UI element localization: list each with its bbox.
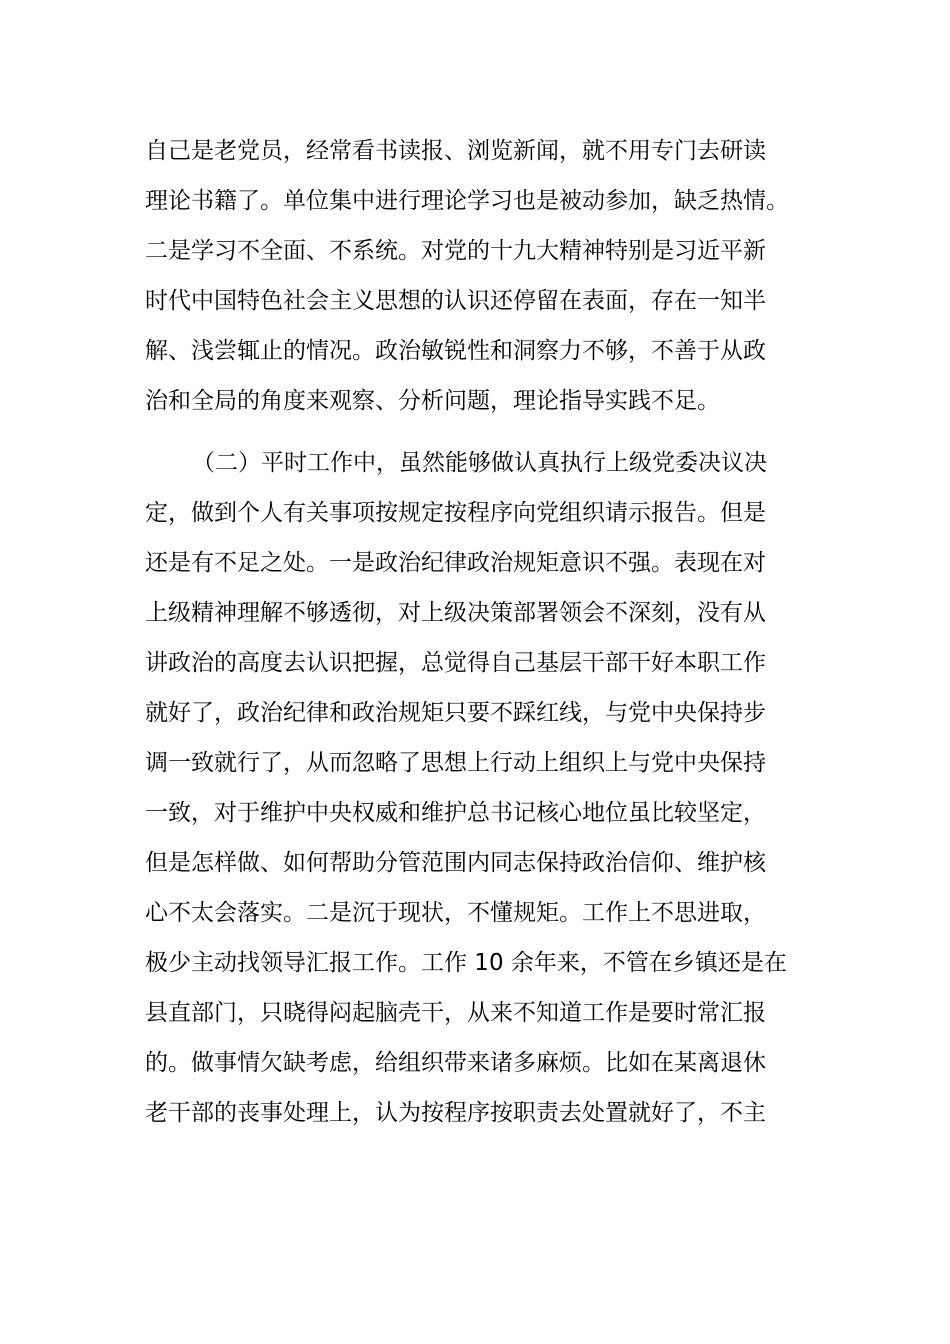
text-line: 老干部的丧事处理上，认为按程序按职责去处置就好了，不主 xyxy=(145,1100,766,1126)
paragraph-1 xyxy=(145,126,825,426)
text-line: 调一致就行了，从而忽略了思想上行动上组织上与党中央保持 xyxy=(145,750,766,776)
text-line: 极少主动找领导汇报工作。工作 10 余年来，不管在乡镇还是在 xyxy=(145,950,787,976)
text-line: 理论书籍了。单位集中进行理论学习也是被动参加，缺乏热情。 xyxy=(145,188,789,214)
text-line: 解、浅尝辄止的情况。政治敏锐性和洞察力不够，不善于从政 xyxy=(145,338,766,364)
text-line: 还是有不足之处。一是政治纪律政治规矩意识不强。表现在对 xyxy=(145,550,766,576)
text-line-indented: （二）平时工作中，虽然能够做认真执行上级党委决议决 xyxy=(192,450,767,476)
text-line: 定，做到个人有关事项按规定按程序向党组织请示报告。但是 xyxy=(145,500,766,526)
text-line: 一致，对于维护中央权威和维护总书记核心地位虽比较坚定， xyxy=(145,800,766,826)
text-line: 的。做事情欠缺考虑，给组织带来诸多麻烦。比如在某离退休 xyxy=(145,1050,766,1076)
text-line: 二是学习不全面、不系统。对党的十九大精神特别是习近平新 xyxy=(145,238,766,264)
text-line: 上级精神理解不够透彻，对上级决策部署领会不深刻，没有从 xyxy=(145,600,766,626)
text-line: 时代中国特色社会主义思想的认识还停留在表面，存在一知半 xyxy=(145,288,766,314)
text-line: 就好了，政治纪律和政治规矩只要不踩红线，与党中央保持步 xyxy=(145,700,766,726)
paragraph-2 xyxy=(145,438,825,1138)
text-line: 心不太会落实。二是沉于现状，不懂规矩。工作上不思进取， xyxy=(145,900,766,926)
text-line: 讲政治的高度去认识把握，总觉得自己基层干部干好本职工作 xyxy=(145,650,766,676)
text-line: 但是怎样做、如何帮助分管范围内同志保持政治信仰、维护核 xyxy=(145,850,766,876)
text-line: 自己是老党员，经常看书读报、浏览新闻，就不用专门去研读 xyxy=(145,138,766,164)
text-line: 县直部门，只晓得闷起脑壳干，从来不知道工作是要时常汇报 xyxy=(145,1000,766,1026)
text-line: 治和全局的角度来观察、分析问题，理论指导实践不足。 xyxy=(145,388,720,414)
